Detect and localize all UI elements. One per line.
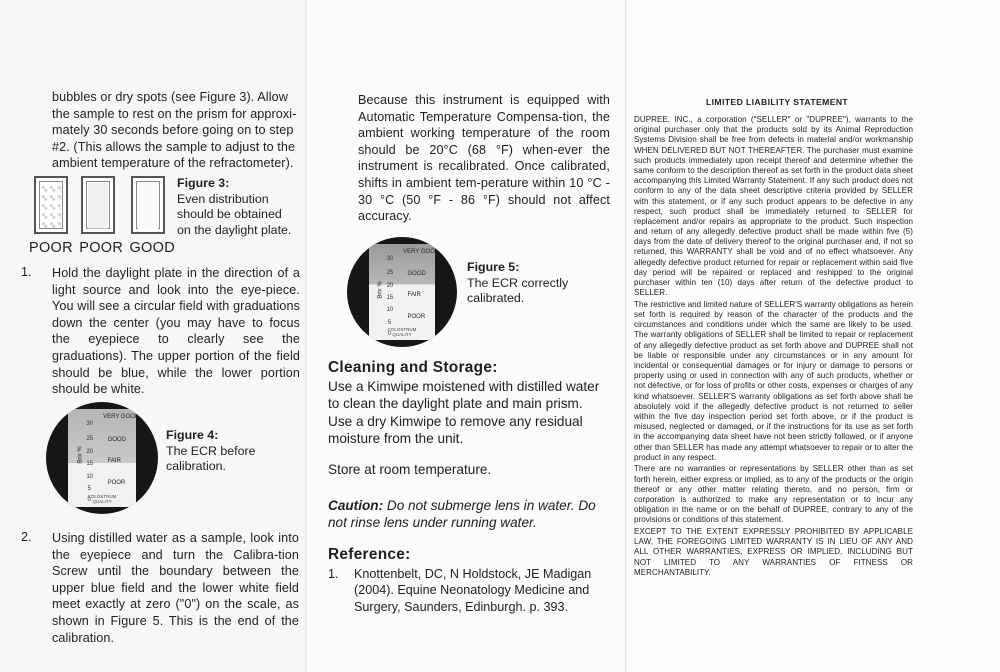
page-fold	[305, 0, 307, 672]
scope-number: 25	[386, 270, 394, 276]
scope-number: 5	[387, 319, 392, 326]
reference-heading: Reference:	[328, 546, 411, 563]
scope-number: 10	[386, 307, 394, 314]
intro-line: bubbles or dry spots (see Figure 3). Allow	[52, 90, 288, 104]
item2-number: 2.	[21, 530, 32, 544]
figure5-line: calibrated.	[467, 291, 525, 306]
scope-number: 0	[87, 497, 91, 504]
liability-paragraph: EXCEPT TO THE EXTENT EXPRESSLY PROHIBITED BY APPLICABLE LAW, THE FOREGOING LIMITED WARRANTY IS IN LIEU OF ANY AND ALL OTHER WARRANTIES, EXPRESS OR IMPLIED, INCLUDING BUT NOT LIMITED TO ANY WARRANTIES OF FITNESS OR MERCHANTABILITY.	[634, 527, 913, 577]
reference-text: Knottenbelt, DC, N Holdstock, JE Madigan (2004). Equine Neonatology Medicine and Surgery, Saunders, Edinburgh. p. 393.	[354, 567, 592, 614]
scope-label-fair: FAIR	[107, 458, 121, 464]
reference-item	[328, 566, 608, 615]
scope-number: 15	[386, 295, 394, 302]
intro-paragraph	[52, 89, 302, 172]
cleaning-text: Use a Kimwipe moistened with distilled water to clean the daylight plate and main prism. Use a dry Kimwipe to remove any residual moisture from the unit.	[328, 379, 600, 447]
figure4-line: The ECR before	[166, 443, 256, 458]
plate-poor-dots	[34, 176, 68, 234]
storage-text: Store at room temperature.	[328, 462, 492, 477]
reference-number: 1.	[328, 567, 339, 581]
liability-paragraph: DUPREE, INC., a corporation ("SELLER" or "DUPREE"), warrants to the original purchaser only that the products sold by its Animal Reproduction Systems Division shall be free from defects in material and/or workmanship WHEN DELIVERED BUT NOT THEREAFTER. The purchaser must examine such products immediately upon receipt thereof and determine whether the same conform to the description thereof as set forth in the product data sheet accompanying this Limited Warranty Statement. If any such product does not conform to any of the data sheet descriptive criteria provided by SELLER with this statement, or if any such product appears to be defective in any respect, such product shall be immediately returned to SELLER for replacement and/or repairs as appropriate to the product. Such inspection and return of any allegedly defective product shall be made within five (5) days from the date of delivery thereof to the original purchaser and, if not so returned, this WARRANTY shall be void and of no effect whatsoever. Any allegedly defective product returned for repair or replacement within said five day period will be repaired or replaced and reshipped to the original purchaser within ten (10) days after return of the defective product to SELLER.	[634, 115, 913, 298]
figure4-caption	[166, 428, 301, 475]
scope-number: 30	[386, 255, 394, 262]
figure5-line: The ECR correctly	[467, 275, 569, 290]
scope-number: 25	[86, 435, 93, 442]
figure3-line: on the daylight plate.	[177, 222, 292, 237]
figure5-caption	[467, 260, 607, 307]
colostrum-logo: COLOSTRUM QUALITY	[387, 327, 417, 338]
liability-paragraph: The restrictive and limited nature of SELLER'S warranty obligations as herein set forth is required by reason of the character of the products and the circumstances and conditions under which the same are likely to be used. The warranty obligations of SELLER shall be limited to repair or replacement of any allegedly defective product as set forth above and DUPREE shall not be liable or responsible under any circumstances or in any amount for incidental or consequential damages or for injury or damage to persons or property using or used in connection with any of such products, whether or not defective, or for loss of profits or other costs, expenses or charges of any kind whatsoever. SELLER'S warranty obligations as set forth above shall be absolutely void if the allegedly defective product is not returned to seller within the five day inspection period set forth above, or if the product is misused, neglected or damaged, or if the instructions for its use as set forth in the accompanying data sheet have not been strictly followed, or if anyone other than SELLER has made any attempt whatsoever to repair or to alter the product in any respect.	[634, 299, 913, 462]
scope-number: 20	[86, 449, 93, 456]
scope-label-poor: POOR	[407, 314, 426, 320]
caution-note	[328, 497, 610, 532]
caution-text: Do not submerge lens in water. Do not rinse lens under running water.	[328, 498, 596, 531]
figure4-line: calibration.	[166, 459, 226, 474]
scope-number: 30	[86, 421, 93, 428]
intro-line: mately 30 seconds before going on to step	[52, 123, 294, 138]
figure3-caption	[177, 176, 305, 238]
plate-good	[131, 176, 165, 234]
scope-number: 15	[86, 461, 93, 468]
colostrum-logo: COLOSTRUM QUALITY	[87, 493, 117, 504]
cleaning-heading: Cleaning and Storage:	[328, 359, 498, 376]
scope-number: 20	[386, 283, 394, 290]
figure4-title: Figure 4:	[166, 428, 219, 442]
temperature-paragraph: Because this instrument is equipped with Automatic Temperature Compensa-tion, the ambient working temperature of the room should be 20°C (68 °F) when-ever the instrument is recalibrated. Once calibrated, shifts in ambient tem-perature within 10 °C - 30 °C (50 °F - 86 °F) should not affect accuracy.	[358, 93, 610, 224]
scope-label-poor: POOR	[107, 480, 126, 487]
scope-label-very-good: VERY GOOD	[103, 414, 140, 421]
item1-text: Hold the daylight plate in the direction of a light source and look into the eye-piece. You will see a circular field with graduations down the center (you may have to focus the eyepiece to clearly see the graduations). The upper portion of the field should be blue, while the lower portion should be white.	[52, 266, 300, 397]
page-fold	[625, 0, 627, 672]
scope-side-label: Brix %	[77, 446, 84, 465]
scope-number: 10	[86, 473, 93, 480]
item1-number: 1.	[21, 265, 32, 279]
scope-label-very-good: VERY GOOD	[403, 249, 440, 256]
intro-line: #2. (This allows the sample to adjust to the	[52, 139, 296, 154]
scope-label-good: GOOD	[407, 271, 426, 278]
figure3-line: Even distribution	[177, 191, 269, 206]
figure3-title: Figure 3:	[177, 176, 230, 190]
figure3-line: should be obtained	[177, 207, 282, 222]
figure5-eyepiece-view	[347, 237, 457, 347]
figure5-title: Figure 5:	[467, 260, 520, 274]
scope-label-fair: FAIR	[407, 292, 421, 298]
intro-line: ambient temperature of the refractometer).	[52, 156, 294, 171]
intro-line: the sample to rest on the prism for approxi-	[52, 106, 297, 121]
scope-number: 5	[87, 486, 91, 492]
scope-label-good: GOOD	[107, 436, 126, 443]
item2-text: Using distilled water as a sample, look into the eyepiece and turn the Calibra-tion Screw until the boundary between the upper blue field and the lower white field meet exactly at zero ("0") on the scale, as shown in Figure 5. This is the end of the calibration.	[52, 531, 299, 645]
plate-illustrations	[30, 176, 170, 236]
plate-poor-dry	[81, 176, 115, 234]
liability-statement	[634, 115, 913, 579]
scope-side-label: Brix %	[377, 280, 384, 299]
caution-label: Caution:	[328, 498, 384, 513]
figure4-eyepiece-view	[46, 402, 158, 514]
liability-heading: LIMITED LIABILITY STATEMENT	[706, 97, 849, 107]
liability-paragraph: There are no warranties or representations by SELLER other than as set forth herein, either express or implied, as to any of the products or the origin thereof or any other matter relating thereto, and no person, firm or corporation is authorized to make any representation or to incur any obligation in the name or on the behalf of DUPREE, contrary to any of the provisions or conditions of this statement.	[634, 464, 913, 525]
plate-labels: POOR POOR GOOD	[29, 240, 175, 256]
scope-number: 0	[387, 330, 392, 337]
